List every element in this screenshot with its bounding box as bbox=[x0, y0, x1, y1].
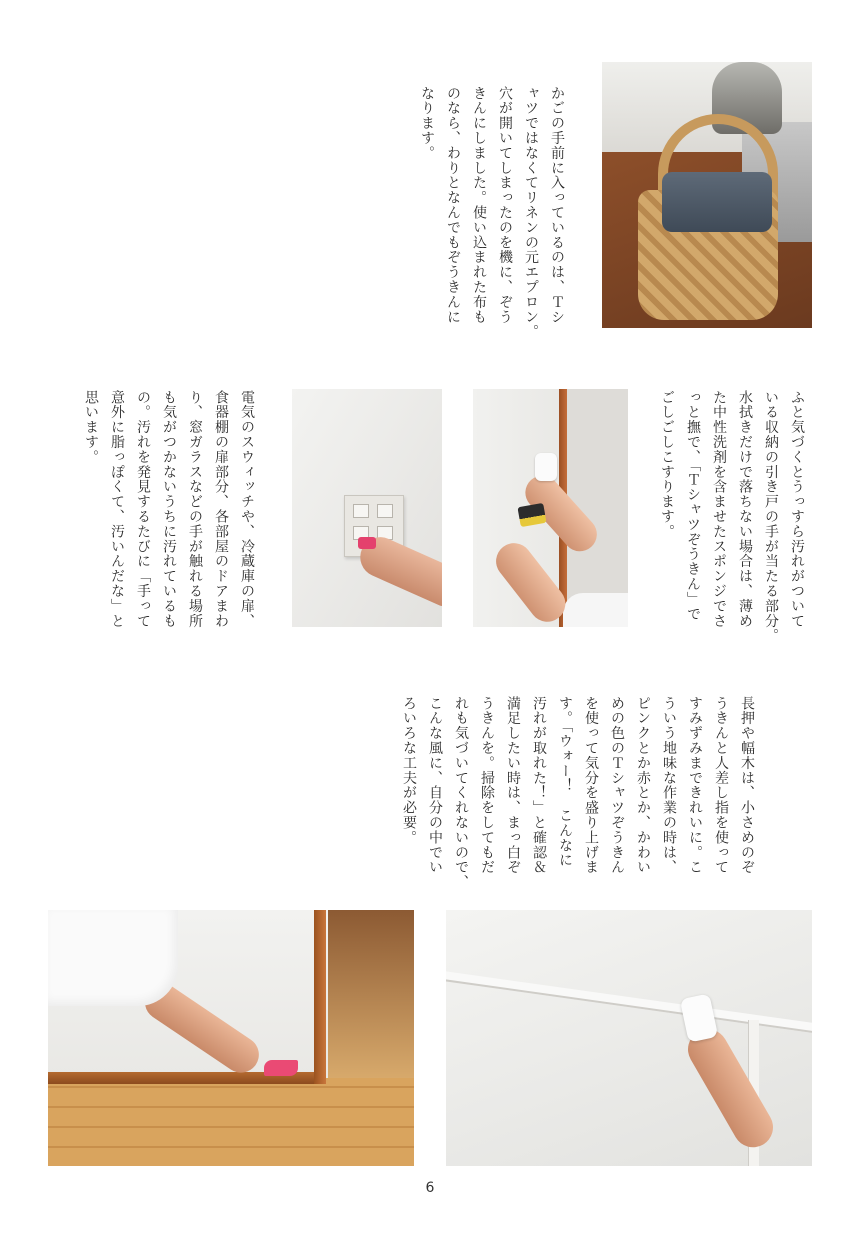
basket-caption: かごの手前に入っているのは、Ｔシ ャツではなくてリネンの元エプロン。 穴が開いてしまったのを機に、ぞう きんにしました。使い込まれた布も のなら、わりとなんでもぞうきんに なります。 bbox=[419, 86, 565, 340]
cleaning-cloth bbox=[680, 993, 718, 1042]
folded-cloths bbox=[662, 172, 772, 232]
sliding-door-photo bbox=[473, 389, 628, 627]
sponge bbox=[517, 503, 546, 527]
lintel-text: 長押や幅木は、小さめのぞ うきんと人差し指を使って すみずみまできれいに。こ ういう地味な作業の時は、 ピンクとか赤とか、かわい めの色のＴシャツぞうきん を使って気分を盛り上げま す。「ウォー！ こんなに 汚れが取れた！」と確認＆ 満足したい時は、まっ白ぞ うきんを。掃除をしてもだ れも気づいてくれないので、 こんな風に、自分の中でい ろいろな工夫が必要。 bbox=[401, 696, 755, 890]
cleaning-cloth bbox=[535, 453, 557, 481]
lintel-photo bbox=[446, 910, 812, 1166]
light-switch-photo bbox=[292, 389, 442, 627]
pink-cloth bbox=[358, 537, 376, 549]
switches-text: 電気のスウィッチや、冷蔵庫の扉、 食器棚の扉部分、各部屋のドアまわ り、窓ガラスなどの手が触れる場所 も気がつかないうちに汚れているも の。汚れを発見するたびに「手って 意外に脂っぽくて、汚いんだな」と 思います。 bbox=[83, 390, 255, 629]
baseboard-photo bbox=[48, 910, 414, 1166]
sliding-door-text: ふと気づくとうっすら汚れがついて いる収納の引き戸の手が当たる部分。 水拭きだけで落ちない場合は、薄め た中性洗剤を含ませたスポンジでさ っと撫で、「Ｔシャツぞうきん」で ごしごしこすります。 bbox=[659, 390, 805, 644]
page-number: 6 bbox=[425, 1180, 435, 1196]
basket-photo bbox=[602, 62, 812, 328]
pink-cloth bbox=[264, 1060, 298, 1076]
